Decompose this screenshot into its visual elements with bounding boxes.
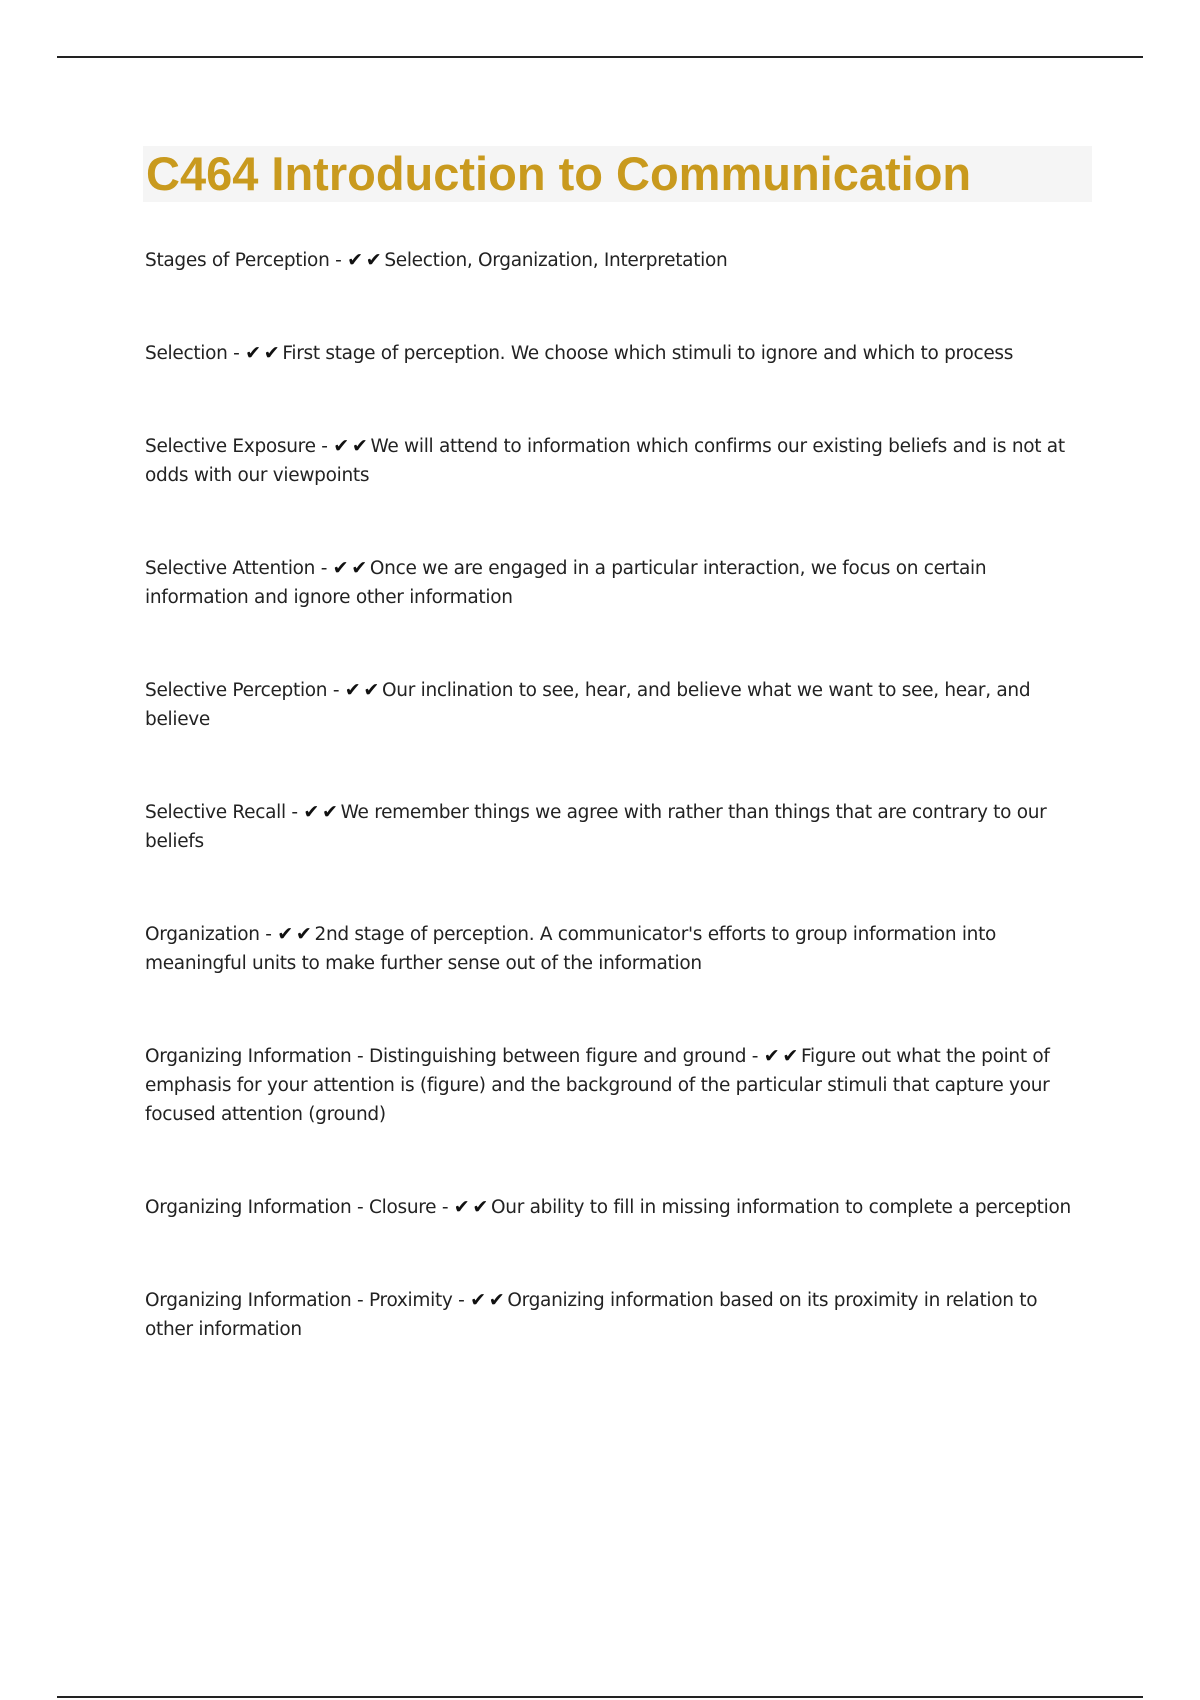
- check-icon: ✔: [351, 557, 367, 579]
- flashcard-entry: [145, 432, 1085, 490]
- entry-separator: -: [327, 680, 345, 701]
- bottom-divider: [57, 1696, 1143, 1698]
- entry-separator: -: [452, 1290, 471, 1311]
- check-icon: ✔: [344, 679, 361, 701]
- flashcard-entry: [145, 798, 1085, 856]
- flashcard-list: [145, 246, 1085, 1408]
- check-icon: ✔: [453, 1196, 470, 1218]
- entry-separator: -: [285, 802, 304, 823]
- entry-definition: Our ability to fill in missing information to complete a perception: [491, 1197, 1071, 1218]
- entry-term: Selection: [145, 343, 228, 364]
- flashcard-entry: [145, 1042, 1085, 1129]
- check-icon: ✔: [472, 1196, 489, 1218]
- entry-definition: Selection, Organization, Interpretation: [384, 250, 728, 271]
- flashcard-entry: [145, 1193, 1085, 1222]
- entry-term: Organizing Information - Proximity: [145, 1290, 453, 1311]
- entry-term: Organizing Information - Distinguishing between figure and ground: [145, 1046, 747, 1067]
- flashcard-entry: [145, 676, 1085, 734]
- entry-term: Stages of Perception: [145, 250, 330, 271]
- entry-definition: Once we are engaged in a particular interaction, we focus on certain information and ignore other information: [145, 558, 987, 608]
- check-icon: ✔: [245, 342, 261, 364]
- check-icon: ✔: [333, 435, 349, 457]
- flashcard-entry: [145, 246, 1085, 275]
- entry-definition: We will attend to information which confirms our existing beliefs and is not at odds with our viewpoints: [145, 436, 1065, 486]
- entry-separator: -: [315, 558, 333, 579]
- flashcard-entry: [145, 339, 1085, 368]
- check-icon: ✔: [488, 1289, 505, 1311]
- top-divider: [57, 56, 1143, 58]
- entry-term: Selective Attention: [145, 558, 316, 579]
- entry-separator: -: [329, 250, 348, 271]
- check-icon: ✔: [351, 435, 368, 457]
- entry-term: Selective Perception: [145, 680, 328, 701]
- entry-term: Organization: [145, 924, 260, 945]
- entry-separator: -: [315, 436, 334, 457]
- entry-definition: First stage of perception. We choose which stimuli to ignore and which to process: [282, 343, 1014, 364]
- document-title: C464 Introduction to Communication: [146, 147, 972, 200]
- check-icon: ✔: [332, 557, 349, 579]
- entry-term: Selective Recall: [145, 802, 286, 823]
- flashcard-entry: [145, 920, 1085, 978]
- entry-definition: We remember things we agree with rather than things that are contrary to our beliefs: [145, 802, 1047, 852]
- entry-definition: Figure out what the point of emphasis for your attention is (figure) and the background of the particular stimuli that capture your focused attention (ground): [145, 1046, 1050, 1125]
- check-icon: ✔: [295, 923, 312, 945]
- check-icon: ✔: [322, 801, 338, 823]
- entry-definition: 2nd stage of perception. A communicator's efforts to group information into meaningful units to make further sense out of the information: [145, 924, 997, 974]
- check-icon: ✔: [763, 1045, 780, 1067]
- entry-definition: Our inclination to see, hear, and believe what we want to see, hear, and believe: [145, 680, 1031, 730]
- entry-separator: -: [746, 1046, 764, 1067]
- check-icon: ✔: [347, 249, 363, 271]
- check-icon: ✔: [363, 679, 380, 701]
- entry-definition: Organizing information based on its proximity in relation to other information: [145, 1290, 1038, 1340]
- entry-term: Organizing Information - Closure: [145, 1197, 437, 1218]
- check-icon: ✔: [782, 1045, 799, 1067]
- check-icon: ✔: [277, 923, 293, 945]
- entry-separator: -: [259, 924, 278, 945]
- check-icon: ✔: [470, 1289, 486, 1311]
- entry-term: Selective Exposure: [145, 436, 316, 457]
- flashcard-entry: [145, 554, 1085, 612]
- check-icon: ✔: [365, 249, 382, 271]
- check-icon: ✔: [263, 342, 280, 364]
- entry-separator: -: [436, 1197, 454, 1218]
- check-icon: ✔: [303, 801, 319, 823]
- entry-separator: -: [227, 343, 246, 364]
- flashcard-entry: [145, 1286, 1085, 1344]
